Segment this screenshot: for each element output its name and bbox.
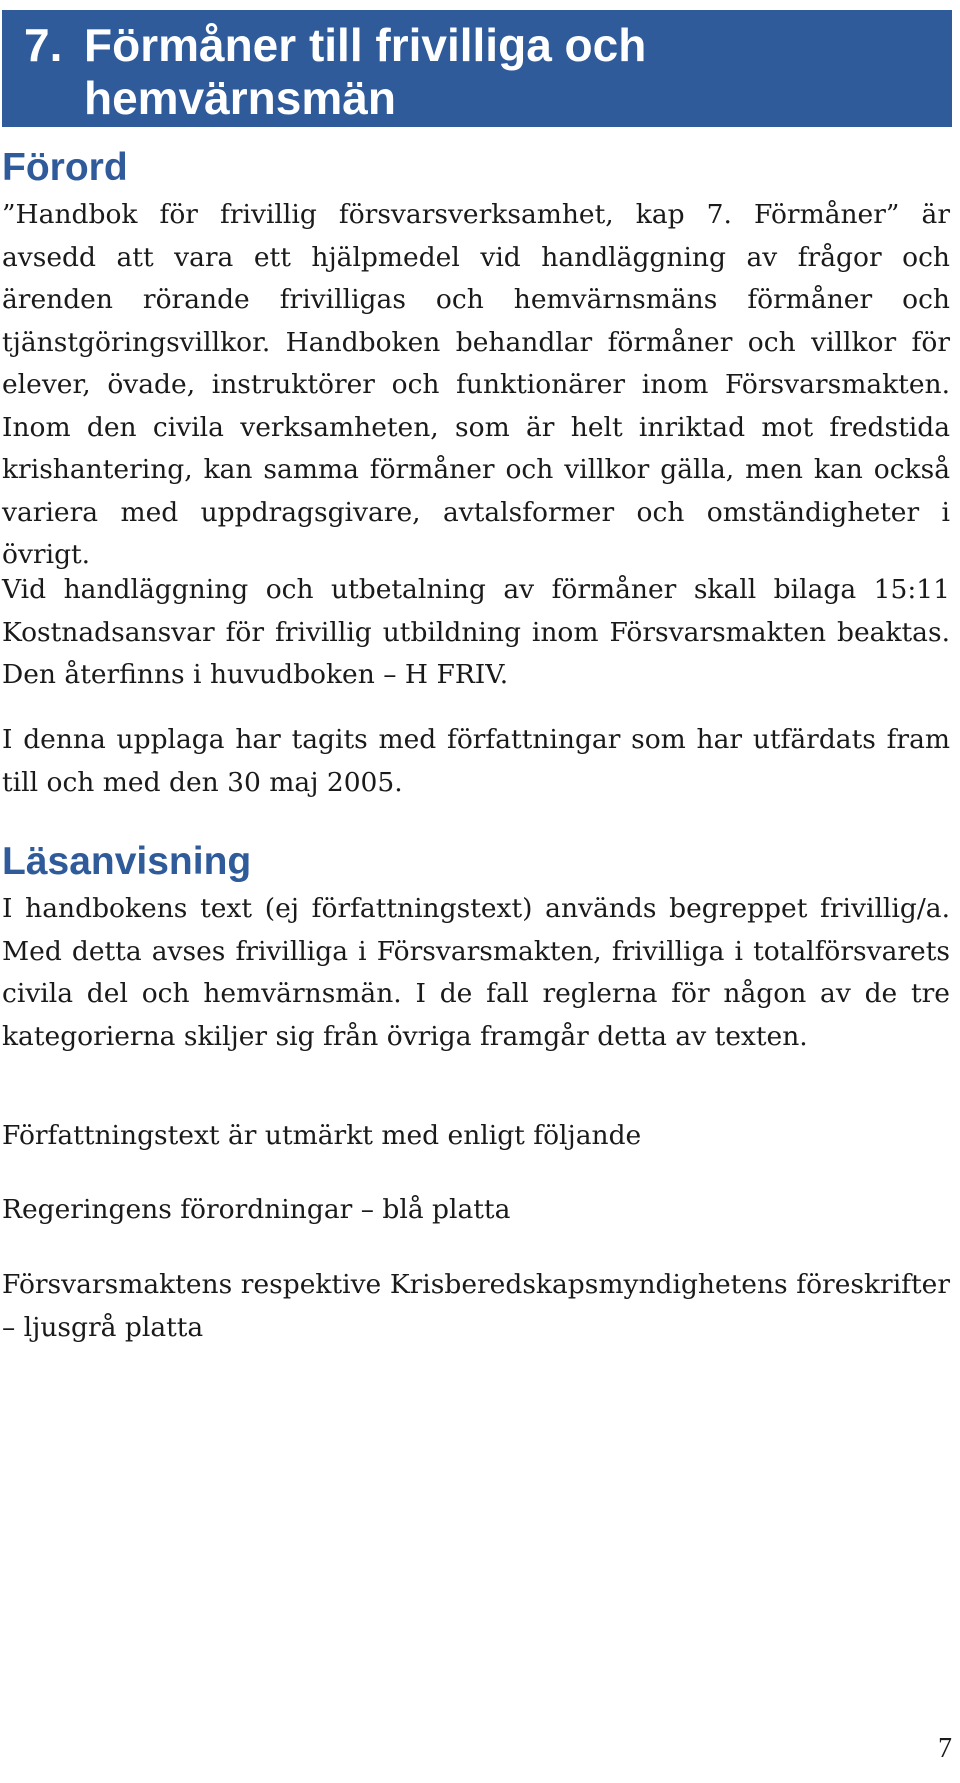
lasanvisning-paragraph-4: Försvarsmaktens respektive Krisberedskapsmyndighetens föreskrifter – ljusgrå platta	[2, 1269, 950, 1343]
heading-lasanvisning: Läsanvisning	[2, 840, 252, 883]
page-number: 7	[938, 1733, 952, 1764]
lasanvisning-paragraph-2: Författningstext är utmärkt med enligt följande	[2, 1120, 642, 1151]
forord-paragraph-3: I denna upplaga har tagits med författningar som har utfärdats fram till och med den 30 maj 2005.	[2, 724, 950, 798]
lasanvisning-paragraph-3: Regeringens förordningar – blå platta	[2, 1194, 511, 1225]
forord-paragraph-2: Vid handläggning och utbetalning av förmåner skall bilaga 15:11 Kostnadsansvar för frivillig utbildning inom Försvarsmakten beaktas. Den återfinns i huvudboken – H FRIV.	[2, 574, 950, 690]
lasanvisning-paragraph-1: I handbokens text (ej författningstext) används begreppet frivillig/a. Med detta avses frivilliga i Försvarsmakten, frivilliga i totalförsvarets civila del och hemvärnsmän. I de fall reglerna för någon av de tre kategorierna skiljer sig från övriga framgår detta av texten.	[2, 893, 950, 1052]
heading-forord: Förord	[2, 146, 128, 189]
forord-paragraph-1: ”Handbok för frivillig försvarsverksamhet, kap 7. Förmåner” är avsedd att vara ett hjälpmedel vid handläggning av frågor och ärenden rörande frivilligas och hemvärnsmäns förmåner och tjänstgöringsvillkor. Handboken behandlar förmåner och villkor för elever, övade, instruktörer och funktionärer inom Försvarsmakten. Inom den civila verksamheten, som är helt inriktad mot fredstida krishantering, kan samma förmåner och villkor gälla, men kan också variera med uppdragsgivare, avtalsformer och omständigheter i övrigt.	[2, 199, 950, 570]
chapter-title: Förmåner till frivilliga och hemvärnsmän	[84, 19, 647, 124]
chapter-number: 7.	[24, 19, 63, 71]
chapter-banner	[2, 10, 952, 127]
